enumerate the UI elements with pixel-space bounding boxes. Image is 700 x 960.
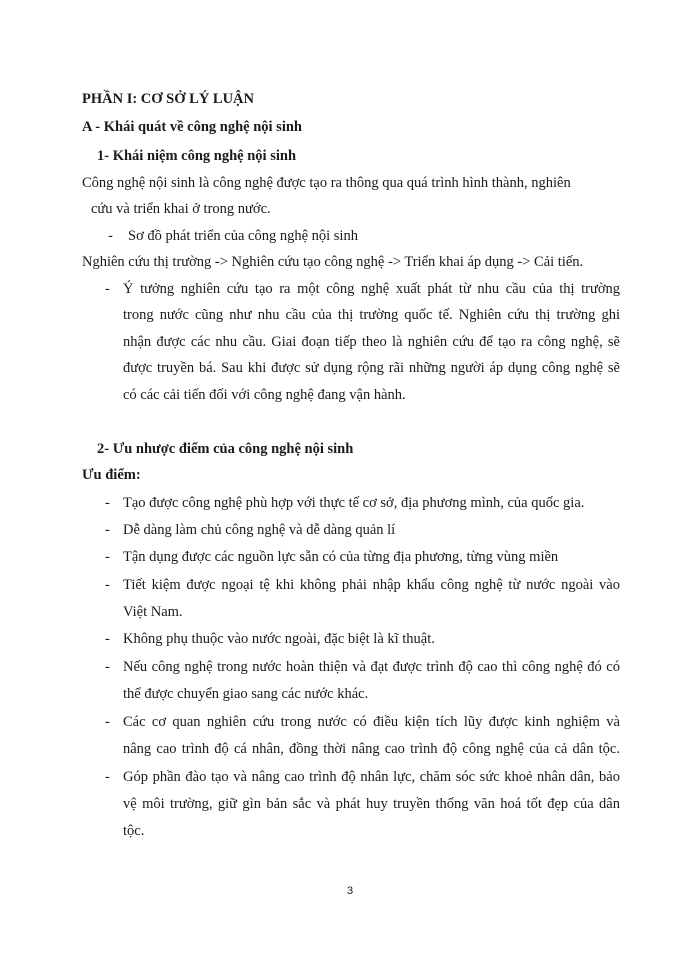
bullet-dash: - [105, 495, 110, 511]
bullet-dash: - [105, 631, 110, 647]
idea-line-2: trong nước cũng như nhu cầu của thị trường quốc tế. Nghiên cứu thị trường ghi [123, 307, 620, 323]
advantage-item-continued: tộc. [123, 823, 145, 839]
advantage-item-continued: thể được chuyển giao sang các nước khác. [123, 686, 369, 702]
advantage-item-continued: nâng cao trình độ cá nhân, đồng thời nâng cao trình độ công nghệ của cả dân tộc. [123, 741, 620, 757]
bullet-dash: - [105, 714, 110, 730]
bullet-dash: - [108, 228, 113, 244]
development-flow: Nghiên cứu thị trường -> Nghiên cứu tạo công nghệ -> Triển khai áp dụng -> Cải tiến. [82, 254, 584, 270]
subsection-1-heading: 1- Khái niệm công nghệ nội sinh [97, 148, 297, 164]
bullet-dash: - [105, 577, 110, 593]
advantage-item: Tận dụng được các nguồn lực sẵn có của từng địa phương, từng vùng miền [123, 549, 559, 565]
idea-line-5: có các cải tiến đối với công nghệ đang vận hành. [123, 387, 406, 403]
subsection-2-heading: 2- Ưu nhược điểm của công nghệ nội sinh [97, 441, 354, 457]
page-number: 3 [346, 885, 354, 897]
advantage-item: Nếu công nghệ trong nước hoàn thiện và đạt được trình độ cao thì công nghệ đó có [123, 659, 620, 675]
advantage-item-continued: vệ môi trường, giữ gìn bản sắc và phát huy truyền thống văn hoá tốt đẹp của dân [123, 796, 620, 812]
advantage-item: Dễ dàng làm chủ công nghệ và dễ dàng quản lí [123, 522, 396, 538]
bullet-dash: - [105, 549, 110, 565]
idea-line-4: được truyền bá. Sau khi được sử dụng rộng rãi những người áp dụng công nghệ sẽ [123, 360, 620, 376]
bullet-dash: - [105, 659, 110, 675]
part-heading: PHẦN I: CƠ SỞ LÝ LUẬN [82, 91, 254, 107]
advantage-item: Góp phần đào tạo và nâng cao trình độ nhân lực, chăm sóc sức khoẻ nhân dân, bảo [123, 769, 620, 785]
section-a-heading: A - Khái quát về công nghệ nội sinh [82, 119, 302, 135]
bullet-dash: - [105, 281, 110, 297]
advantage-item-continued: Việt Nam. [123, 604, 183, 620]
bullet-dash: - [105, 769, 110, 785]
advantage-item: Không phụ thuộc vào nước ngoài, đặc biệt là kĩ thuật. [123, 631, 435, 647]
idea-line-3: nhận được các nhu cầu. Giai đoạn tiếp theo là nghiên cứu để tạo ra công nghệ, sẽ [123, 334, 620, 350]
idea-line-1: Ý tưởng nghiên cứu tạo ra một công nghệ xuất phát từ nhu cầu của thị trường [123, 281, 620, 297]
advantages-label: Ưu điểm: [82, 467, 141, 483]
definition-line-1: Công nghệ nội sinh là công nghệ được tạo ra thông qua quá trình hình thành, nghiên [82, 175, 571, 191]
diagram-title: Sơ đồ phát triển của công nghệ nội sinh [128, 228, 358, 244]
advantage-item: Tiết kiệm được ngoại tệ khi không phải nhập khẩu công nghệ từ nước ngoài vào [123, 577, 620, 593]
definition-line-2: cứu và triển khai ở trong nước. [91, 201, 271, 217]
advantage-item: Tạo được công nghệ phù hợp với thực tế cơ sở, địa phương mình, của quốc gia. [123, 495, 585, 511]
advantage-item: Các cơ quan nghiên cứu trong nước có điều kiện tích lũy được kinh nghiệm và [123, 714, 620, 730]
bullet-dash: - [105, 522, 110, 538]
